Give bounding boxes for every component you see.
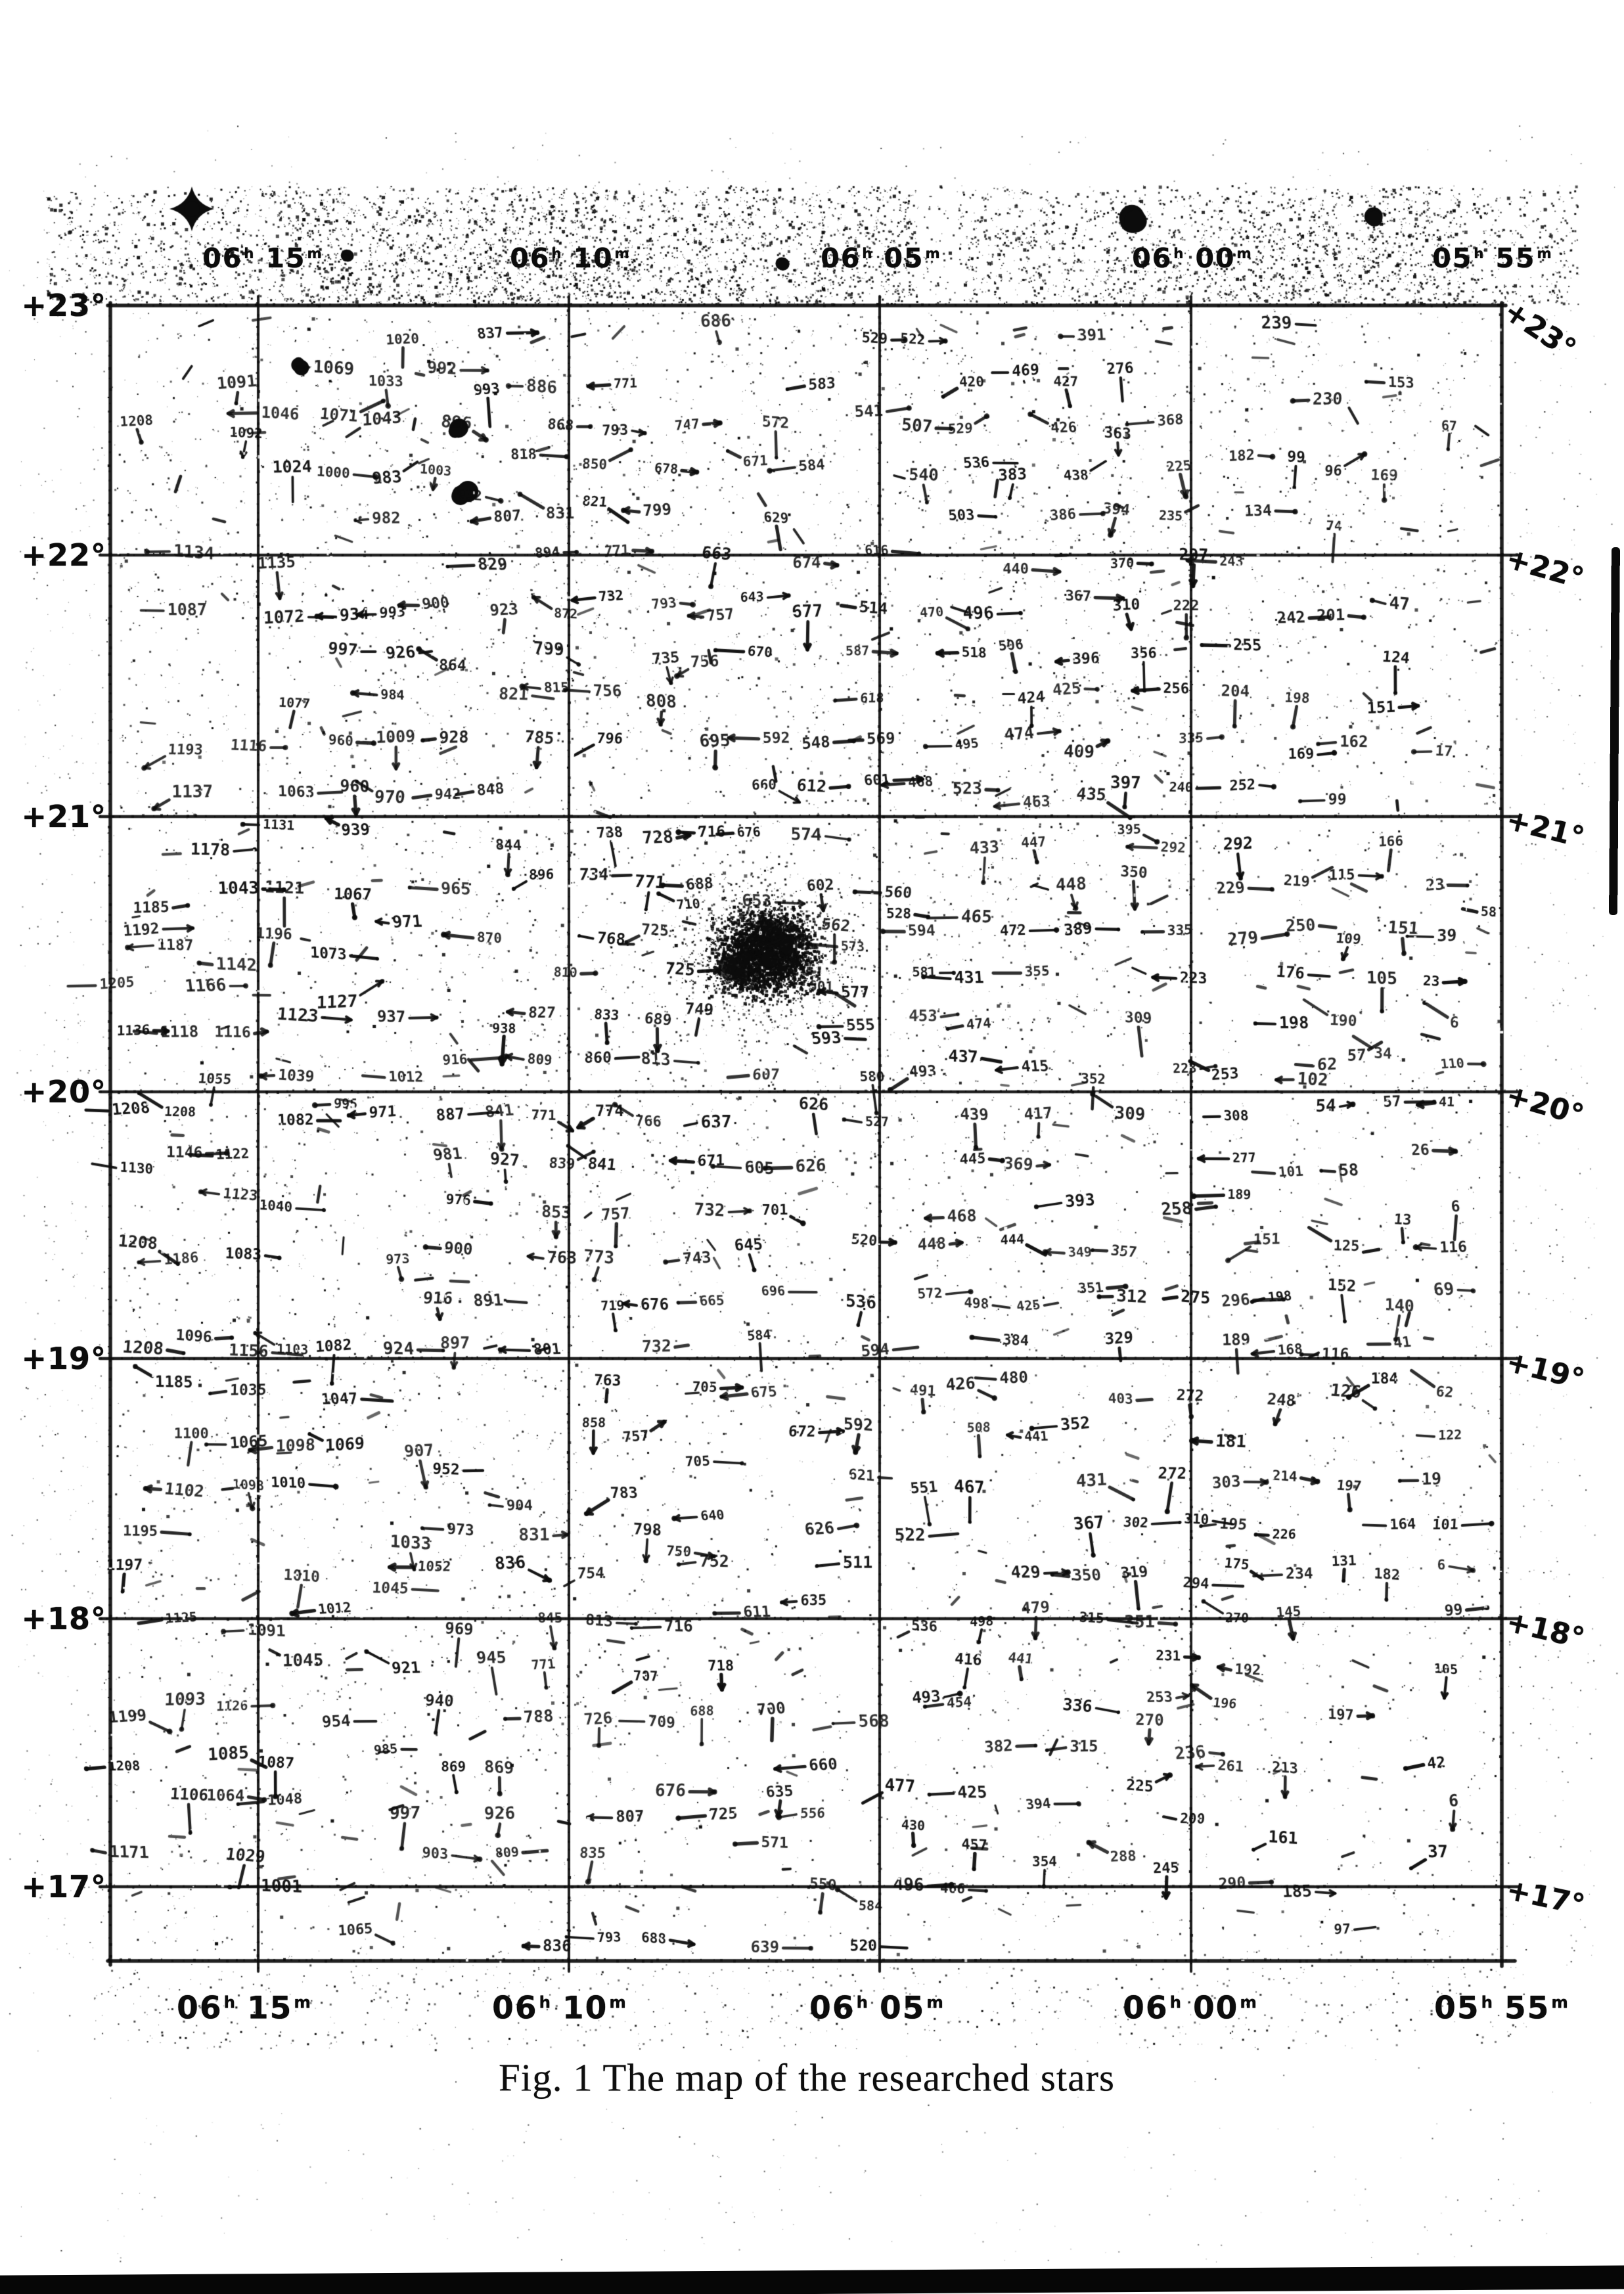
hours-superscript: h <box>539 1992 552 2012</box>
ra-minutes: 00 <box>1195 242 1236 274</box>
dec-label-right-20: +20° <box>1502 1078 1588 1133</box>
ra-hours: 06 <box>492 1990 538 2027</box>
ra-hours: 06 <box>1123 1990 1169 2027</box>
dec-label-right-21: +21° <box>1502 803 1588 855</box>
ra-label-ra-bottom-06h15m <box>177 1990 312 2027</box>
minutes-superscript: m <box>925 246 941 263</box>
dec-label-left-19: +19° <box>21 1341 106 1376</box>
ra-hours: 06 <box>510 242 551 274</box>
dec-label-right-23: +23° <box>1497 294 1582 367</box>
ra-hours: 06 <box>202 242 243 274</box>
ra-label-ra-top-05h55m <box>1432 242 1553 274</box>
ra-minutes: 10 <box>562 1990 608 2027</box>
dec-label-left-18: +18° <box>21 1601 106 1636</box>
ra-hours: 06 <box>177 1990 223 2027</box>
ra-minutes: 05 <box>879 1990 926 2027</box>
ra-hours: 06 <box>809 1990 855 2027</box>
ra-hours: 06 <box>1132 242 1173 274</box>
minutes-superscript: m <box>1537 246 1553 263</box>
dec-label-left-22: +22° <box>21 537 106 573</box>
dec-label-right-19: +19° <box>1502 1345 1588 1397</box>
minutes-superscript: m <box>614 246 631 263</box>
hours-superscript: h <box>862 246 874 263</box>
minutes-superscript: m <box>1236 246 1253 263</box>
dec-label-left-23: +23° <box>21 288 106 323</box>
minutes-superscript: m <box>1240 1992 1258 2012</box>
minutes-superscript: m <box>1551 1992 1569 2012</box>
ra-label-ra-top-06h00m <box>1132 242 1253 274</box>
ra-minutes: 55 <box>1504 1990 1550 2027</box>
hours-superscript: h <box>244 246 256 263</box>
ra-label-ra-bottom-06h05m <box>809 1990 945 2027</box>
ra-label-ra-bottom-05h55m <box>1434 1990 1569 2027</box>
hours-superscript: h <box>856 1992 869 2012</box>
hours-superscript: h <box>223 1992 237 2012</box>
ra-minutes: 55 <box>1495 242 1536 274</box>
ra-hours: 05 <box>1432 242 1473 274</box>
hours-superscript: h <box>1474 246 1485 263</box>
ra-minutes: 15 <box>246 1990 293 2027</box>
ra-label-ra-top-06h05m <box>821 242 941 274</box>
dec-label-left-21: +21° <box>21 799 106 834</box>
minutes-superscript: m <box>609 1992 627 2012</box>
ra-minutes: 05 <box>884 242 924 274</box>
minutes-superscript: m <box>294 1992 312 2012</box>
dec-label-right-18: +18° <box>1503 1605 1588 1655</box>
ra-minutes: 15 <box>265 242 306 274</box>
dec-label-left-20: +20° <box>21 1074 106 1110</box>
ra-label-ra-bottom-06h10m <box>492 1990 627 2027</box>
hours-superscript: h <box>1481 1992 1494 2012</box>
ra-minutes: 10 <box>573 242 614 274</box>
dec-label-left-17: +17° <box>21 1869 106 1904</box>
hours-superscript: h <box>1169 1992 1183 2012</box>
ra-label-ra-bottom-06h00m <box>1123 1990 1258 2027</box>
ra-label-ra-top-06h10m <box>510 242 631 274</box>
ra-hours: 05 <box>1434 1990 1480 2027</box>
dec-label-right-17: +17° <box>1503 1873 1588 1922</box>
ra-minutes: 00 <box>1192 1990 1239 2027</box>
figure-caption: Fig. 1 The map of the researched stars <box>498 2056 1116 2100</box>
dec-label-right-22: +22° <box>1502 541 1588 596</box>
minutes-superscript: m <box>926 1992 945 2012</box>
minutes-superscript: m <box>307 246 323 263</box>
ra-hours: 06 <box>821 242 861 274</box>
ra-label-ra-top-06h15m <box>202 242 323 274</box>
hours-superscript: h <box>1173 246 1185 263</box>
hours-superscript: h <box>551 246 563 263</box>
